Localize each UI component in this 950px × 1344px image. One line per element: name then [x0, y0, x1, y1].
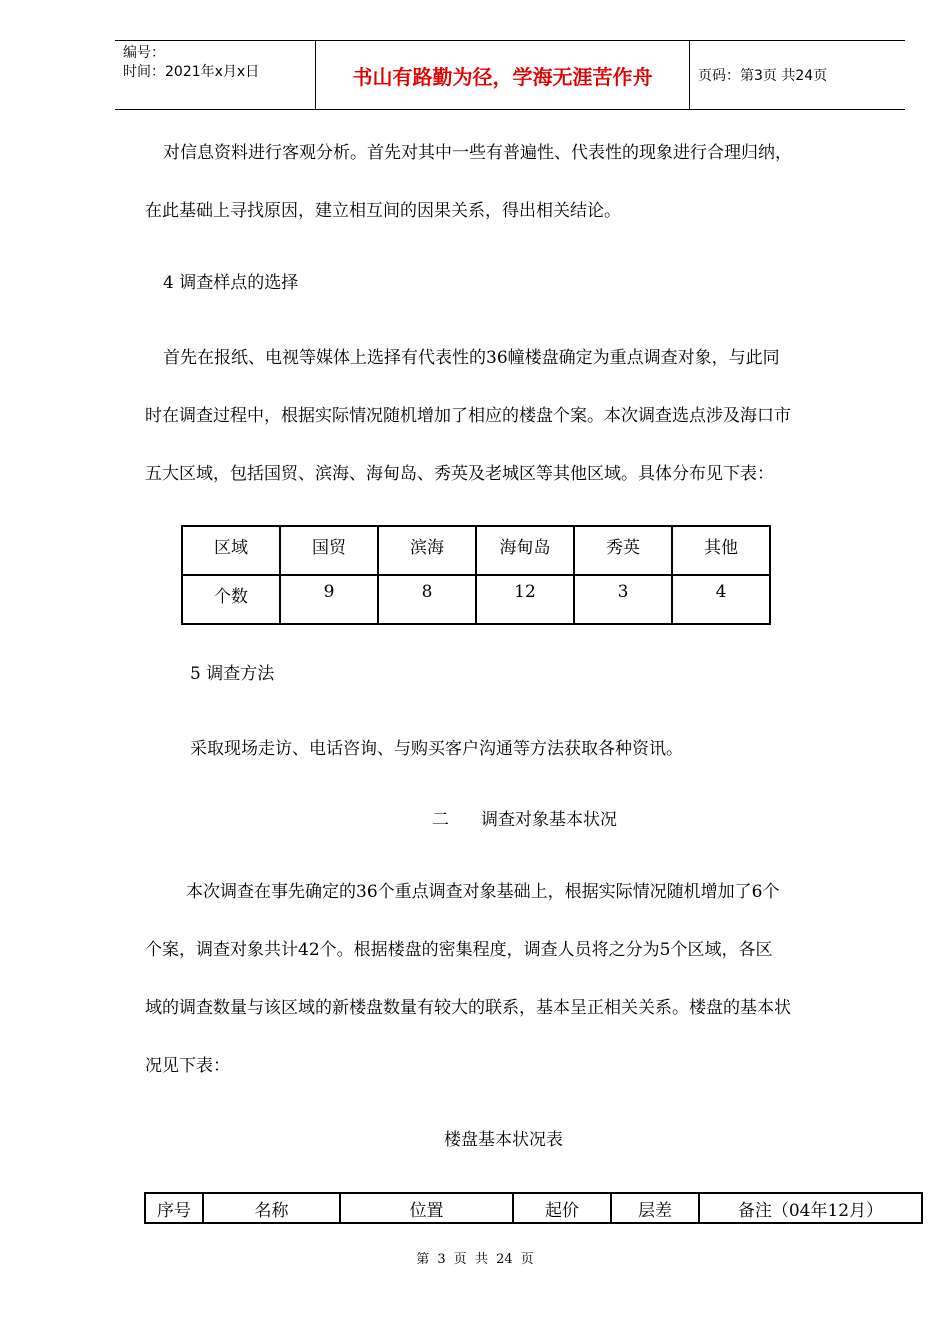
- table-header-cell: 位置: [340, 1193, 513, 1223]
- property-status-table: [144, 1192, 923, 1224]
- paragraph-line: 在此基础上寻找原因，建立相互间的因果关系，得出相关结论。: [145, 201, 621, 221]
- table-header-cell: 国贸: [280, 526, 378, 575]
- table-cell: 个数: [182, 575, 280, 624]
- paragraph-line: 个案，调查对象共计42个。根据楼盘的密集程度，调查人员将之分为5个区域，各区: [145, 940, 773, 960]
- time-label: 时间：2021年x月x日: [123, 64, 260, 80]
- footer-total-pages: 24: [496, 1252, 513, 1267]
- paragraph-line: 本次调查在事先确定的36个重点调查对象基础上，根据实际情况随机增加了6个: [186, 882, 780, 902]
- paragraph-line: 域的调查数量与该区域的新楼盘数量有较大的联系，基本呈正相关关系。楼盘的基本状: [145, 998, 791, 1018]
- paragraph-line: 时在调查过程中，根据实际情况随机增加了相应的楼盘个案。本次调查选点涉及海口市: [145, 406, 791, 426]
- paragraph-line: 对信息资料进行客观分析。首先对其中一些有普遍性、代表性的现象进行合理归纳，: [163, 143, 792, 163]
- district-count-table: [181, 525, 771, 625]
- table-cell: 3: [574, 575, 672, 624]
- footer-page-unit: 页: [453, 1252, 467, 1267]
- paragraph-line: 况见下表：: [145, 1056, 230, 1076]
- section-heading: 5 调查方法: [190, 664, 275, 684]
- table-header-cell: 秀英: [574, 526, 672, 575]
- page-header: [115, 40, 905, 110]
- paragraph-line: 采取现场走访、电话咨询、与购买客户沟通等方法获取各种资讯。: [190, 739, 683, 759]
- table-cell: 9: [280, 575, 378, 624]
- table-header-cell: 滨海: [378, 526, 476, 575]
- section-heading: 4 调查样点的选择: [163, 273, 299, 293]
- table-header-cell: 其他: [672, 526, 770, 575]
- footer-page-number: 3: [437, 1252, 446, 1267]
- header-motto: 书山有路勤为径，学海无涯苦作舟: [352, 64, 653, 89]
- table-header-cell: 序号: [145, 1193, 203, 1223]
- table-header-cell: 海甸岛: [476, 526, 574, 575]
- header-meta: [115, 41, 315, 109]
- chapter-title: 调查对象基本状况: [481, 810, 617, 830]
- chapter-number: 二: [432, 810, 449, 830]
- code-label: 编号：: [123, 45, 165, 61]
- footer-total-unit: 页: [520, 1252, 534, 1267]
- table-title: 楼盘基本状况表: [444, 1130, 563, 1150]
- footer-total-label: 共: [474, 1252, 488, 1267]
- paragraph-line: 首先在报纸、电视等媒体上选择有代表性的36幢楼盘确定为重点调查对象，与此同: [163, 348, 780, 368]
- header-page-info: 页码：第3页 共24页: [698, 68, 828, 84]
- page-footer: [0, 1248, 950, 1267]
- table-header-cell: 区域: [182, 526, 280, 575]
- table-row: [182, 526, 770, 575]
- table-row: [145, 1193, 922, 1223]
- table-header-cell: 名称: [203, 1193, 340, 1223]
- footer-first: 第: [416, 1252, 430, 1267]
- header-divider: [689, 41, 690, 109]
- table-cell: 4: [672, 575, 770, 624]
- table-header-cell: 备注（04年12月）: [699, 1193, 922, 1223]
- table-header-cell: 起价: [513, 1193, 611, 1223]
- table-cell: 8: [378, 575, 476, 624]
- table-row: [182, 575, 770, 624]
- paragraph-line: 五大区域，包括国贸、滨海、海甸岛、秀英及老城区等其他区域。具体分布见下表：: [145, 464, 774, 484]
- table-cell: 12: [476, 575, 574, 624]
- table-header-cell: 层差: [611, 1193, 699, 1223]
